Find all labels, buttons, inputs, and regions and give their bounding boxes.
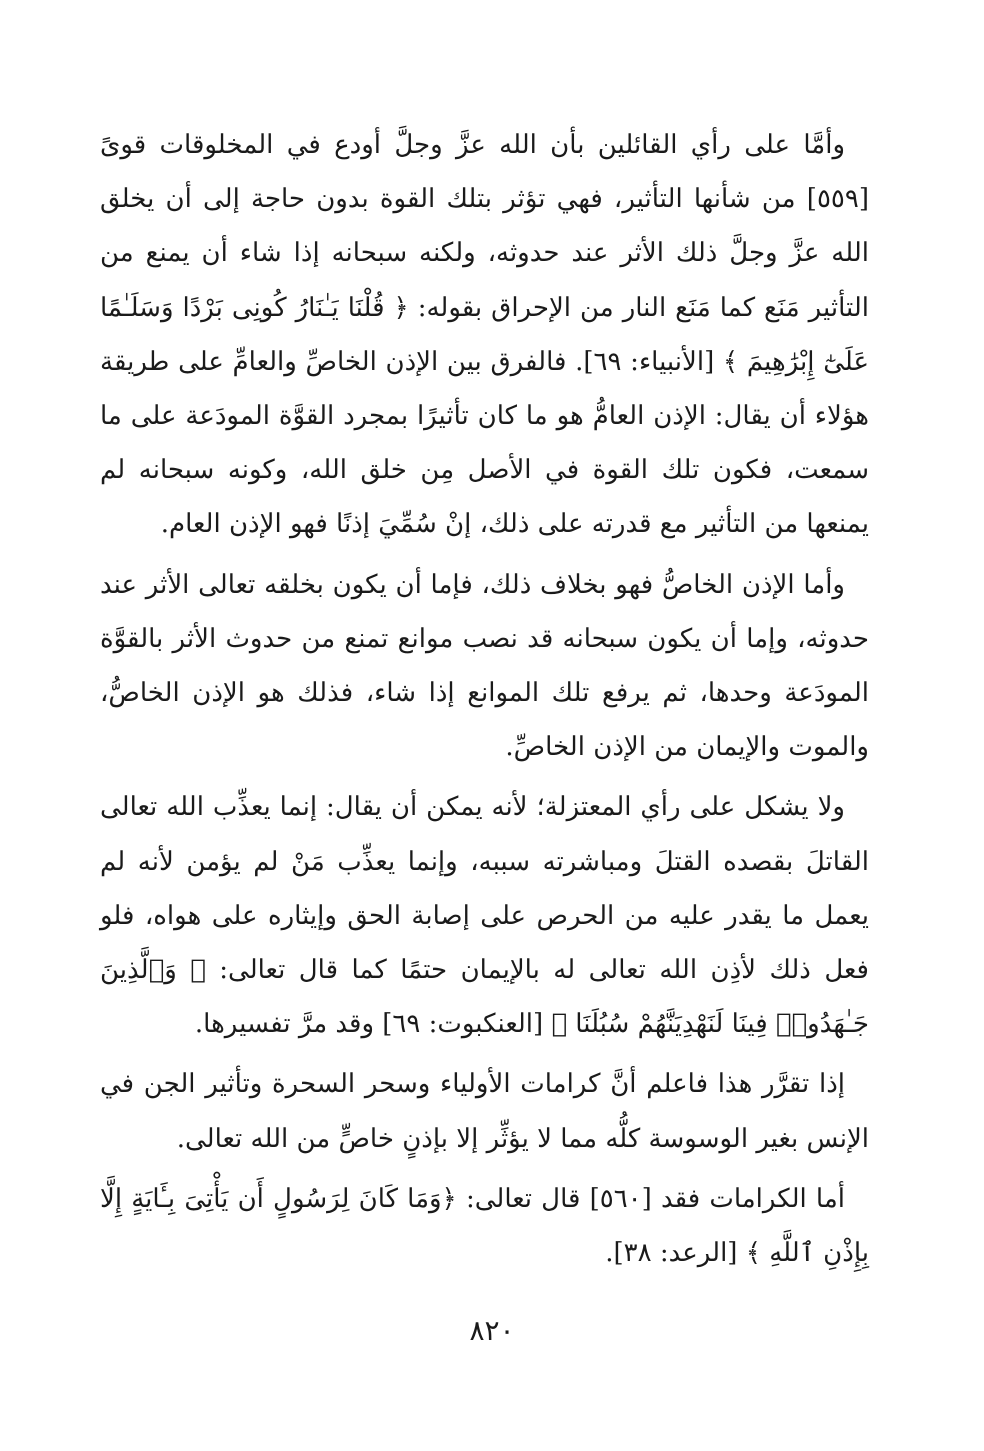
paragraph-3: ولا يشكل على رأي المعتزلة؛ لأنه يمكن أن يقال: إنما يعذِّب الله تعالى القاتلَ بقصده القتلَ ومباشرته سببه، وإنما يعذِّب مَنْ لم يؤمن لأنه لم يعمل ما يقدر عليه من الحرص على إصابة الحق وإيثاره على هواه، فلو فعل ذلك لأذِن الله تعالى له بالإيمان حتمًا كما قال تعالى: ﴿ وَٱلَّذِينَ جَـٰهَدُوا۟ فِينَا لَنَهْدِيَنَّهُمْ سُبُلَنَا ﴾ [العنكبوت: ٦٩] وقد مرَّ تفسيرها. [100, 792, 869, 1040]
paragraph-5: أما الكرامات فقد [٥٦٠] قال تعالى: ﴿وَمَا كَانَ لِرَسُولٍ أَن يَأْتِىَ بِـَٔايَةٍ إِلَّا بِإِذْنِ ٱللَّهِ ﴾ [الرعد: ٣٨]. [100, 1183, 869, 1269]
paragraph-1: وأمَّا على رأي القائلين بأن الله عزَّ وجلَّ أودع في المخلوقات قوىً [٥٥٩] من شأنها التأثير، فهي تؤثر بتلك القوة بدون حاجة إلى أن يخلق الله عزَّ وجلَّ ذلك الأثر عند حدوثه، ولكنه سبحانه إذا شاء أن يمنع من التأثير مَنَع كما مَنَع النار من الإحراق بقوله: ﴿ قُلْنَا يَـٰنَارُ كُونِى بَرْدًا وَسَلَـٰمًا عَلَىٰٓ إِبْرَٰهِيمَ ﴾ [الأنبياء: ٦٩]. فالفرق بين الإذن الخاصِّ والعامِّ على طريقة هؤلاء أن يقال: الإذن العامُّ هو ما كان تأثيرًا بمجرد القوَّة المودَعة على ما سمعت، فكون تلك القوة في الأصل مِن خلق الله، وكونه سبحانه لم يمنعها من التأثير مع قدرته على ذلك، إنْ سُمِّيَ إذنًا فهو الإذن العام. [100, 130, 869, 540]
page-number: ٨٢٠ [469, 1314, 515, 1347]
paragraph-2: وأما الإذن الخاصُّ فهو بخلاف ذلك، فإما أن يكون بخلقه تعالى الأثر عند حدوثه، وإما أن يكون سبحانه قد نصب موانع تمنع من حدوث الأثر بالقوَّة المودَعة وحدها، ثم يرفع تلك الموانع إذا شاء، فذلك هو الإذن الخاصُّ، والموت والإيمان من الإذن الخاصِّ. [100, 569, 869, 763]
body-text [100, 118, 869, 1286]
paragraph-4: إذا تقرَّر هذا فاعلم أنَّ كرامات الأولياء وسحر السحرة وتأثير الجن في الإنس بغير الوسوسة كلُّه مما لا يؤثِّر إلا بإذنٍ خاصٍّ من الله تعالى. [100, 1069, 869, 1154]
